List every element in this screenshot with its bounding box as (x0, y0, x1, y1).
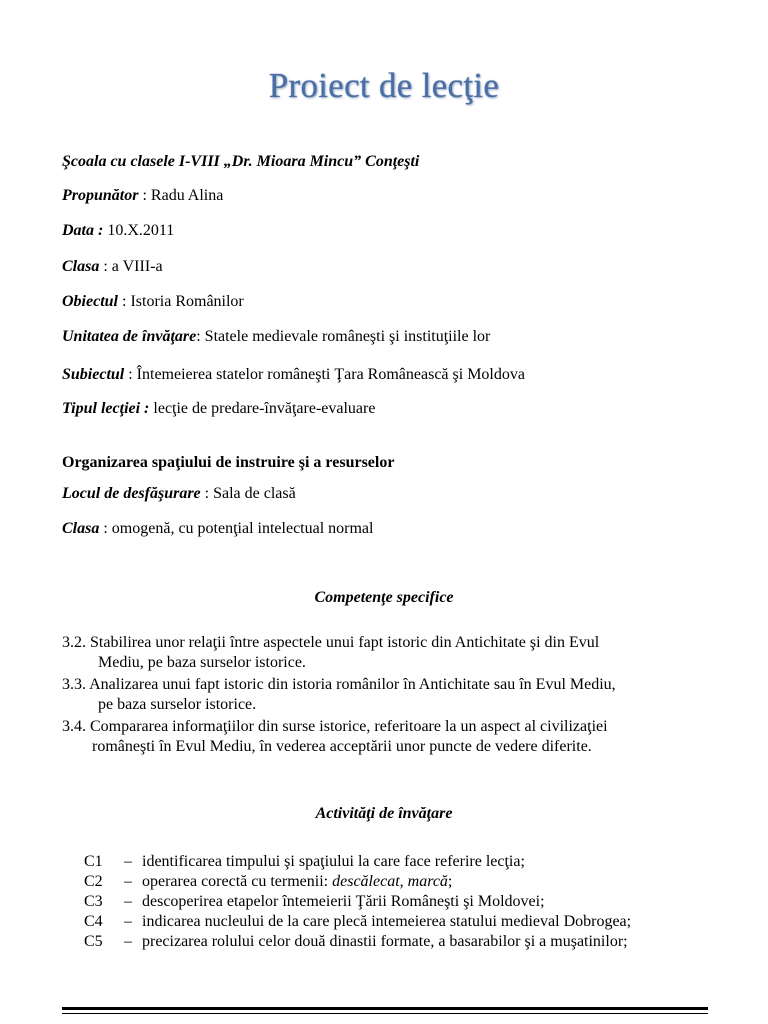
footer-rule-thin (62, 1013, 708, 1014)
activitate-code: C4 (84, 913, 103, 930)
activitate-code: C5 (84, 933, 103, 950)
unitatea-value: : Statele medievale româneşti şi instituţiile lor (196, 328, 491, 345)
tipul-line (62, 400, 375, 418)
activitate-text: precizarea rolului celor două dinastii formate, a basarabilor şi a muşatinilor; (142, 933, 628, 950)
clasa-line (62, 258, 163, 276)
clasa-org-line (62, 520, 373, 538)
clasa-org-label: Clasa (62, 520, 100, 537)
obiectul-label: Obiectul (62, 293, 118, 310)
competenta-line1: 3.3. Analizarea unui fapt istoric din istoria românilor în Antichitate sau în Evul Mediu, (62, 676, 616, 693)
activitati-heading: Activităţi de învăţare (315, 805, 453, 822)
competenta-line1: 3.2. Stabilirea unor relaţii între aspectele unui fapt istoric din Antichitate şi din Evul (62, 634, 600, 651)
propunator-label: Propunător (62, 187, 139, 204)
obiectul-value: : Istoria Românilor (118, 293, 244, 310)
activitate-item (84, 852, 525, 872)
competenta-line2: româneşti în Evul Mediu, în vederea acceptării unor puncte de vedere diferite. (92, 738, 592, 755)
subiectul-value: : Întemeierea statelor româneşti Ţara Românească şi Moldova (124, 366, 525, 383)
unitatea-line (62, 328, 490, 346)
propunator-line (62, 187, 223, 205)
school-line (62, 153, 419, 171)
obiectul-line (62, 293, 244, 311)
data-value: 10.X.2011 (103, 222, 175, 239)
data-line (62, 222, 174, 240)
data-label: Data : (62, 222, 104, 239)
activitate-code: C1 (84, 853, 103, 870)
clasa-value: : a VIII-a (99, 258, 163, 275)
competenta-item (62, 633, 712, 673)
locul-line (62, 485, 296, 503)
school-name: Şcoala cu clasele I-VIII „Dr. Mioara Mincu” Conţeşti (62, 153, 420, 170)
activitate-dash: – (124, 853, 132, 870)
activitate-dash: – (124, 933, 132, 950)
locul-value: : Sala de clasă (200, 485, 296, 502)
activitate-text: operarea corectă cu termenii: (142, 873, 333, 890)
activitate-code: C2 (84, 873, 103, 890)
organizare-heading-line (62, 454, 394, 472)
organizare-heading: Organizarea spaţiului de instruire şi a resurselor (62, 454, 395, 471)
locul-label: Locul de desfăşurare (62, 485, 201, 502)
activitate-dash: – (124, 913, 132, 930)
activitate-dash: – (124, 893, 132, 910)
page-title: Proiect de lecţie (268, 66, 500, 105)
activitate-code: C3 (84, 893, 103, 910)
activitate-item (84, 932, 628, 952)
activitate-text: descoperirea etapelor întemeierii Ţării Româneşti şi Moldovei; (142, 893, 545, 910)
competenta-line1: 3.4. Compararea informaţiilor din surse istorice, referitoare la un aspect al civilizaţiei (62, 718, 608, 735)
competenta-line2: pe baza surselor istorice. (98, 696, 257, 713)
activitate-item (84, 892, 545, 912)
tipul-value: lecţie de predare-învăţare-evaluare (149, 400, 376, 417)
activitate-terms: descălecat, marcă (332, 873, 448, 890)
activitate-text: identificarea timpului şi spaţiului la care face referire lecţia; (142, 853, 525, 870)
competente-heading: Competenţe specifice (314, 589, 454, 606)
clasa-label: Clasa (62, 258, 100, 275)
propunator-value: : Radu Alina (138, 187, 224, 204)
footer-rule-thick (62, 1007, 708, 1010)
subiectul-label: Subiectul (62, 366, 125, 383)
activitate-item (84, 872, 452, 892)
activitate-dash: – (124, 873, 132, 890)
competenta-item (62, 717, 712, 757)
clasa-org-value: : omogenă, cu potenţial intelectual normal (99, 520, 374, 537)
tipul-label: Tipul lecţiei : (62, 400, 150, 417)
activitate-tail: ; (447, 873, 453, 890)
activitate-text: indicarea nucleului de la care plecă intemeierea statului medieval Dobrogea; (142, 913, 632, 930)
competenta-item (62, 675, 712, 715)
subiectul-line (62, 366, 525, 384)
activitate-item (84, 912, 631, 932)
unitatea-label: Unitatea de învăţare (62, 328, 197, 345)
competenta-line2: Mediu, pe baza surselor istorice. (98, 654, 306, 671)
